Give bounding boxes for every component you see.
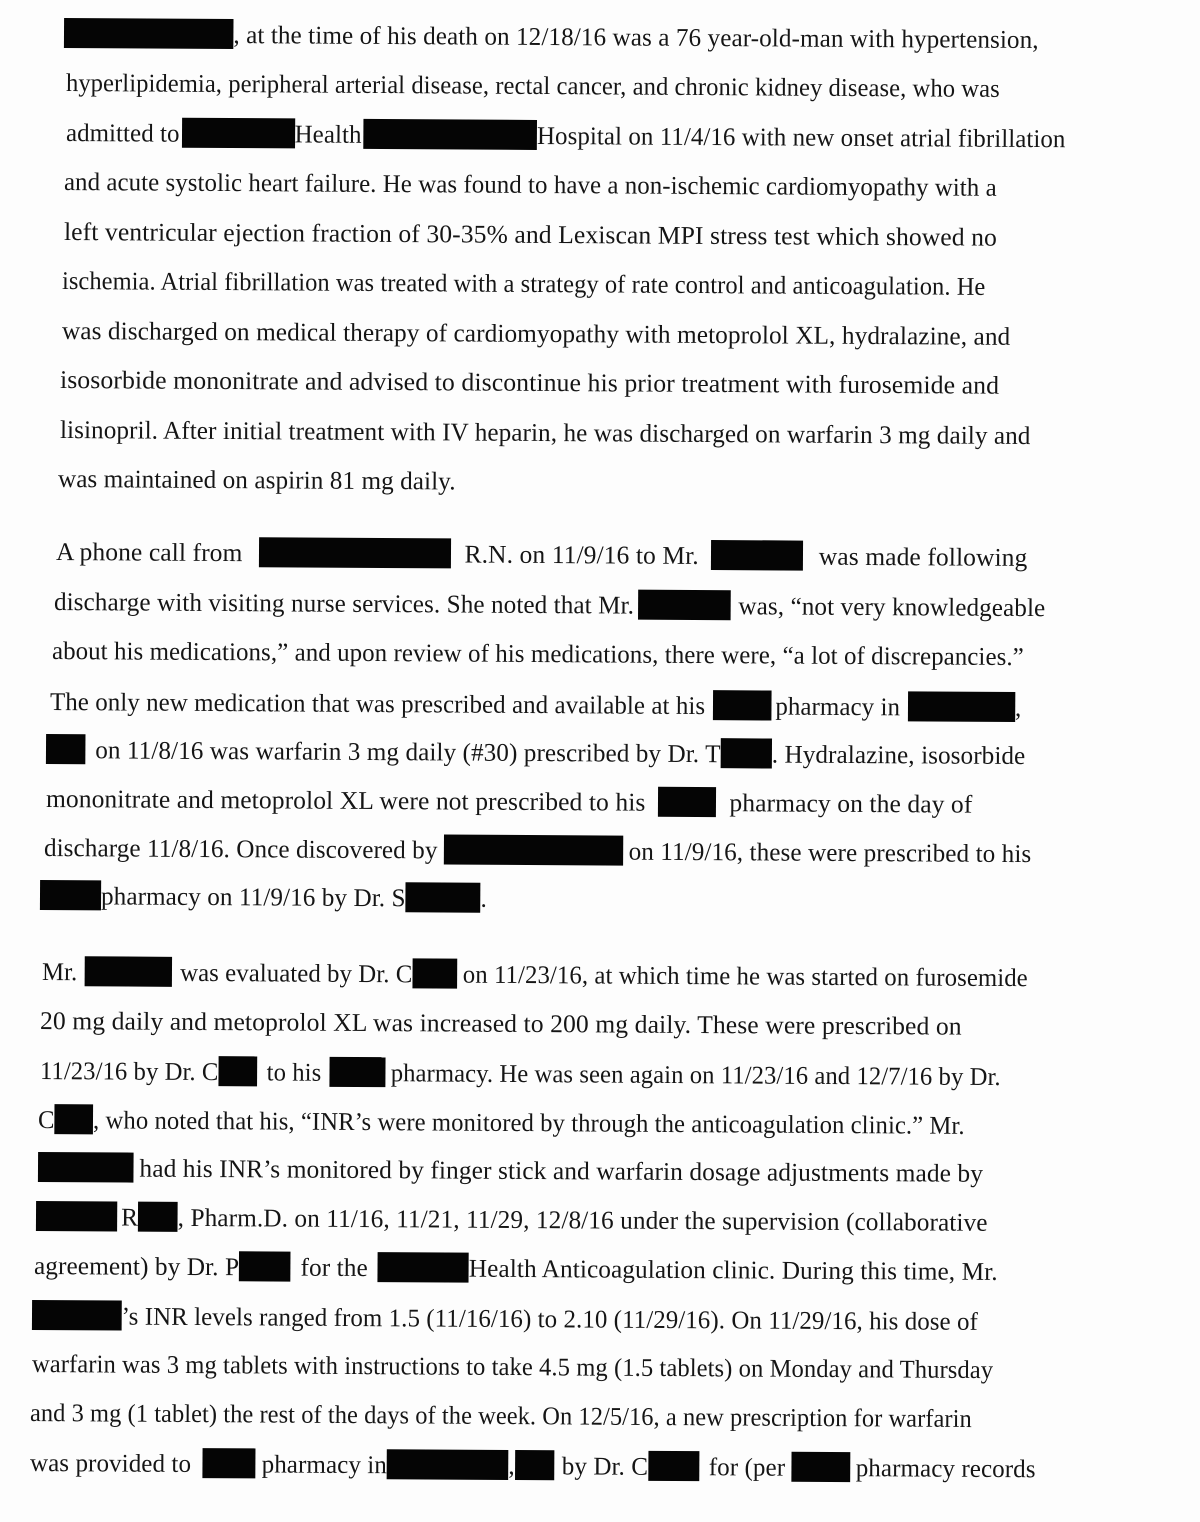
line-text: had his INR’s monitored by finger stick and warfarin dosage adjustments made by [139, 1153, 984, 1188]
p1-line-7 [62, 316, 1011, 352]
p3-line-5 [38, 1152, 983, 1189]
line-text: warfarin was 3 mg tablets with instructions to take 4.5 mg (1.5 tablets) on Monday and Thursday [31, 1349, 994, 1385]
line-text: was made following [818, 541, 1028, 572]
redaction-box [443, 834, 622, 865]
redaction-box [239, 1251, 291, 1281]
p1-line-6 [62, 266, 986, 302]
p2-line-7 [44, 832, 1032, 869]
line-text: pharmacy in [261, 1449, 388, 1480]
line-text: was maintained on aspirin 81 mg daily. [57, 464, 456, 496]
p3-line-6 [36, 1201, 988, 1238]
p1-line-9 [60, 415, 1031, 451]
redaction-box [387, 1449, 509, 1480]
line-text: . [480, 883, 488, 913]
line-text: agreement) by Dr. P [33, 1251, 240, 1282]
line-text: pharmacy on 11/9/16 by Dr. S [100, 881, 406, 913]
redaction-box [40, 880, 101, 910]
redaction-box [638, 590, 731, 621]
redaction-box [329, 1057, 385, 1087]
line-text: was, “not very knowledgeable [738, 591, 1046, 623]
redaction-box [218, 1056, 257, 1086]
line-text: R.N. on 11/9/16 to Mr. [464, 539, 699, 570]
line-text: C [37, 1105, 55, 1135]
p3-line-3 [40, 1055, 1001, 1092]
redaction-box [38, 1152, 134, 1183]
line-text: hyperlipidemia, peripheral arterial disease, rectal cancer, and chronic kidney disease, who was [65, 68, 1000, 103]
line-text: by Dr. C [561, 1451, 649, 1481]
line-text: R [121, 1202, 139, 1232]
redaction-box [648, 1451, 699, 1481]
p3-line-7 [34, 1250, 998, 1287]
line-text: on 11/23/16, at which time he was started on furosemide [462, 959, 1028, 993]
line-text: pharmacy. He was seen again on 11/23/16 and 12/7/16 by Dr. [390, 1058, 1001, 1092]
redaction-box [54, 1104, 93, 1134]
redaction-box [85, 956, 172, 987]
line-text: left ventricular ejection fraction of 30-35% and Lexiscan MPI stress test which showed no [63, 217, 998, 252]
redaction-box [406, 882, 481, 912]
line-text: 20 mg daily and metoprolol XL was increased to 200 mg daily. These were prescribed on [39, 1006, 962, 1041]
line-text: for (per [708, 1452, 786, 1482]
redaction-box [515, 1450, 554, 1480]
line-text: pharmacy on the day of [729, 788, 973, 819]
line-text: was evaluated by Dr. C [180, 957, 413, 989]
redaction-box [138, 1202, 178, 1232]
p3-line-10 [30, 1398, 972, 1434]
line-text: discharge with visiting nurse services. She noted that Mr. [53, 587, 635, 620]
line-text: A phone call from [55, 537, 243, 568]
p2-line-1 [56, 536, 1028, 573]
p1-line-8 [60, 365, 999, 401]
redaction-box [713, 690, 772, 720]
line-text: ’s INR levels ranged from 1.5 (11/16/16) to 2.10 (11/29/16). On 11/29/16, his dose of [121, 1301, 979, 1336]
p1-line-5 [64, 217, 997, 253]
line-text: Health Anticoagulation clinic. During this time, Mr. [468, 1253, 998, 1286]
redaction-box [720, 738, 771, 768]
line-text: , who noted that his, “INR’s were monitored by through the anticoagulation clinic.” Mr. [93, 1105, 965, 1140]
p1-line-3 [66, 117, 1066, 154]
line-text: and acute systolic heart failure. He was found to have a non-ischemic cardiomyopathy with a [63, 167, 997, 202]
line-text: for the [300, 1252, 368, 1283]
redaction-box [64, 18, 234, 49]
redaction-box [657, 787, 715, 817]
line-text: pharmacy in [775, 691, 901, 722]
redaction-box [378, 1252, 469, 1283]
p1-line-10 [58, 464, 456, 496]
p1-line-1 [64, 18, 1039, 55]
p3-line-9 [32, 1349, 993, 1385]
redaction-box [791, 1452, 850, 1482]
line-text: , Pharm.D. on 11/16, 11/21, 11/29, 12/8/16 under the supervision (collaborative [177, 1202, 988, 1237]
line-text: on 11/8/16 was warfarin 3 mg daily (#30) prescribed by Dr. T [95, 735, 721, 769]
line-text: isosorbide mononitrate and advised to discontinue his prior treatment with furosemide and [59, 365, 1000, 400]
line-text: 11/23/16 by Dr. C [39, 1056, 219, 1087]
line-text: admitted to [65, 118, 180, 148]
redaction-box [258, 537, 450, 568]
redaction-box [363, 119, 537, 150]
line-text: and 3 mg (1 tablet) the rest of the days of the week. On 12/5/16, a new prescription for warfarin [29, 1398, 972, 1434]
p3-line-4 [38, 1104, 965, 1141]
p3-line-8 [32, 1300, 978, 1337]
line-text: ischemia. Atrial fibrillation was treated with a strategy of rate control and anticoagulation. He [61, 266, 986, 301]
redaction-box [32, 1300, 122, 1331]
line-text: Mr. [41, 957, 78, 987]
line-text: Hospital on 11/4/16 with new onset atrial fibrillation [536, 120, 1066, 154]
p3-line-11 [30, 1447, 1036, 1484]
p1-line-2 [66, 68, 1000, 104]
line-text: Health [294, 119, 362, 149]
redaction-box [181, 118, 294, 149]
p2-line-8 [40, 880, 487, 914]
line-text: , at the time of his death on 12/18/16 was a 76 year-old-man with hypertension, [233, 20, 1039, 55]
line-text: was discharged on medical therapy of cardiomyopathy with metoprolol XL, hydralazine, and [61, 316, 1011, 351]
redaction-box [203, 1448, 256, 1478]
line-text: mononitrate and metoprolol XL were not prescribed to his [45, 784, 646, 817]
p3-line-1 [42, 956, 1028, 993]
redaction-box [36, 1201, 117, 1232]
line-text: pharmacy records [855, 1453, 1036, 1484]
line-text: , [508, 1450, 515, 1481]
line-text: on 11/9/16, these were prescribed to his [628, 836, 1032, 869]
p2-line-5 [46, 734, 1026, 771]
line-text: was provided to [29, 1448, 192, 1479]
p3-line-2 [40, 1006, 962, 1042]
line-text: . Hydralazine, isosorbide [771, 739, 1026, 771]
redaction-box [908, 691, 1015, 722]
p1-line-4 [64, 167, 997, 203]
redaction-box [711, 540, 803, 571]
p2-line-3 [52, 636, 1024, 672]
line-text: discharge 11/8/16. Once discovered by [43, 833, 438, 865]
p2-line-2 [54, 586, 1046, 623]
redaction-box [46, 734, 86, 764]
line-text: about his medications,” and upon review of his medications, there were, “a lot of discrepancies.” [51, 636, 1024, 672]
line-text: The only new medication that was prescribed and available at his [49, 687, 706, 721]
redaction-box [412, 958, 457, 988]
line-text: , [1015, 693, 1022, 723]
line-text: to his [266, 1057, 322, 1087]
line-text: lisinopril. After initial treatment with IV heparin, he was discharged on warfarin 3 mg daily and [59, 415, 1031, 451]
p2-line-4 [50, 686, 1022, 723]
p2-line-6 [46, 783, 973, 820]
